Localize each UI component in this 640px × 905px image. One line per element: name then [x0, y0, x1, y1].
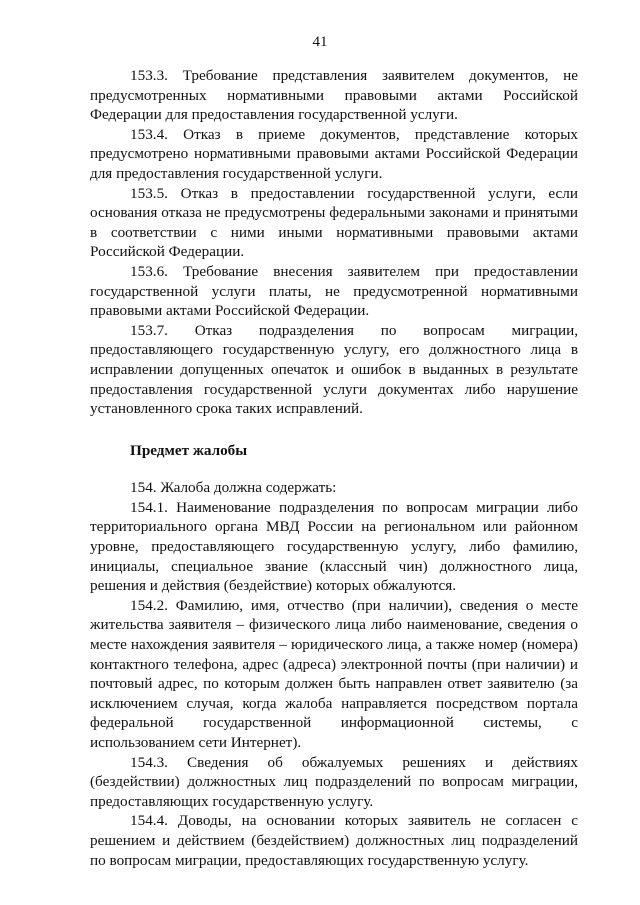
paragraph-154-2: 154.2. Фамилию, имя, отчество (при наличии), сведения о месте жительства заявителя – физического лица либо наименование, сведения о месте нахождения заявителя – юридического лица, а также номер (номера) контактного телефона, адрес (адреса) электронной почты (при наличии) и почтовый адрес, по которым должен быть направлен ответ заявителю (за исключением случая, когда жалоба направляется посредством портала федеральной государственной информационной системы, с использованием сети Интернет). — [90, 596, 578, 751]
paragraph-153-5: 153.5. Отказ в предоставлении государственной услуги, если основания отказа не предусмотрены федеральными законами и принятыми в соответствии с ними иными нормативными правовыми актами Российской Федерации. — [90, 184, 578, 261]
paragraph-153-7: 153.7. Отказ подразделения по вопросам миграции, предоставляющего государственную услугу, его должностного лица в исправлении допущенных опечаток и ошибок в выданных в результате предоставления государственной услуги документах либо нарушение установленного срока таких исправлений. — [90, 321, 578, 418]
paragraph-154-1: 154.1. Наименование подразделения по вопросам миграции либо территориального органа МВД России на региональном или районном уровне, предоставляющего государственную услугу, либо фамилию, инициалы, специальное звание (классный чин) должностного лица, решения и действия (бездействие) которых обжалуются. — [90, 498, 578, 595]
paragraph-153-4: 153.4. Отказ в приеме документов, представление которых предусмотрено нормативными правовыми актами Российской Федерации для предоставления государственной услуги. — [90, 125, 578, 182]
paragraph-153-6: 153.6. Требование внесения заявителем при предоставлении государственной услуги платы, не предусмотренной нормативными правовыми актами Российской Федерации. — [90, 262, 578, 320]
paragraph-153-3: 153.3. Требование представления заявителем документов, не предусмотренных нормативными правовыми актами Российской Федерации для предоставления государственной услуги. — [90, 67, 578, 124]
section-heading: Предмет жалобы — [130, 441, 248, 459]
document-body — [90, 66, 578, 870]
paragraph-154-3: 154.3. Сведения об обжалуемых решениях и действиях (бездействии) должностных лиц подразделений по вопросам миграции, предоставляющих государственную услугу. — [90, 753, 578, 810]
paragraph-154: 154. Жалоба должна содержать: — [130, 479, 337, 497]
page-number: 41 — [312, 34, 328, 50]
paragraph-154-4: 154.4. Доводы, на основании которых заявитель не согласен с решением и действием (бездействием) должностных лиц подразделений по вопросам миграции, предоставляющих государственную услугу. — [90, 812, 578, 869]
